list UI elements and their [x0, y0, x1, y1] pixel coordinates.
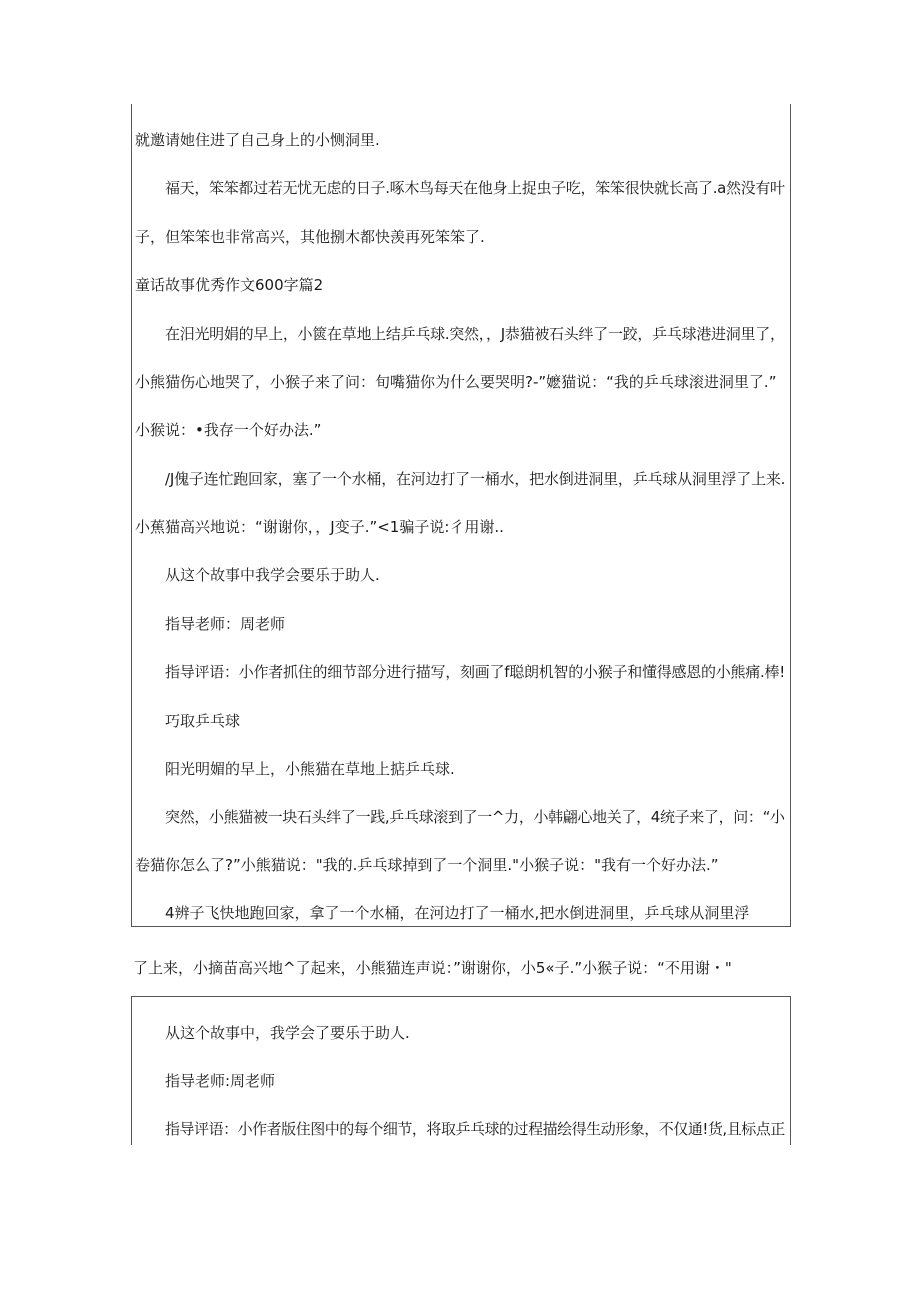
text-line: 子，但笨笨也非常高兴，其他捌木都快羡再死笨笨了. [135, 228, 485, 246]
text-line: 在汨光明娟的早上，小篋在草地上结乒乓球.突然，，J恭猫被石头绊了一跤，乒乓球港进洞里了， [165, 325, 785, 343]
text-line: 突然，小熊猫被一块石头绊了一践,乒乓球滚到了一^力，小韩翩心地关了，4统子来了，问：“小 [165, 808, 785, 826]
text-line: /J傀子连忙跑回家，塞了一个水桶，在河边打了一桶水，把水倒进洞里，乒乓球从洞里浮了上来. [165, 470, 786, 488]
text-line: 卷猫你怎么了?”小熊猫说："我的.乒乓球掉到了一个洞里."小猴子说："我有一个好办法.” [135, 856, 719, 874]
story-title: 巧取乒乓球 [165, 712, 241, 730]
section-title: 童话故事优秀作文600字篇2 [135, 276, 324, 294]
text-line: 就邀请她住进了自己身上的小恻洞里. [135, 131, 380, 149]
text-line: 从这个故事中我学会要乐于助人. [165, 566, 380, 584]
text-line: 4辨子飞快地跑回家，拿了一个水桶，在河边打了一桶水,把水倒进洞里，乒乓球从洞里浮 [165, 904, 750, 922]
teacher-line: 指导老师：周老师 [165, 615, 286, 633]
text-line: 了上来，小摘苗高兴地^了起来，小熊猫连声说：”谢谢你，小5«子.”小猴子说：“不用谢・" [133, 959, 732, 977]
text-line: 福天，笨笨都过若无忧无虑的日子.啄木鸟每天在他身上捉虫子吃，笨笨很快就长高了.a然没有叶 [165, 179, 785, 197]
text-line: 小熊猫伤心地哭了，小猴子来了问：旬嘴猫你为什么要哭明?-”嬷猫说：“我的乒乓球滚进洞里了.” [135, 373, 777, 391]
comment-line: 指导评语：小作者版住图中的每个细节，将取乒乓球的过程描绘得生动形象，不仅通!货,且标点正 [165, 1120, 785, 1138]
teacher-line: 指导老师:周老师 [165, 1072, 276, 1090]
comment-line: 指导评语：小作者抓住的细节部分进行描写，刻画了f聪朗机智的小猴子和懂得感恩的小熊痛.棒! [165, 663, 786, 681]
text-line: 阳光明媚的早上，小熊猫在草地上掂乒乓球. [165, 760, 455, 778]
text-line: 从这个故事中，我学会了要乐于助人. [165, 1024, 410, 1042]
text-line: 小猴说：•我存一个好办法.” [135, 421, 322, 439]
text-line: 小蕉猫高兴地说：“谢谢你，，J变子.”<1骗子说:彳用谢.. [135, 518, 504, 536]
